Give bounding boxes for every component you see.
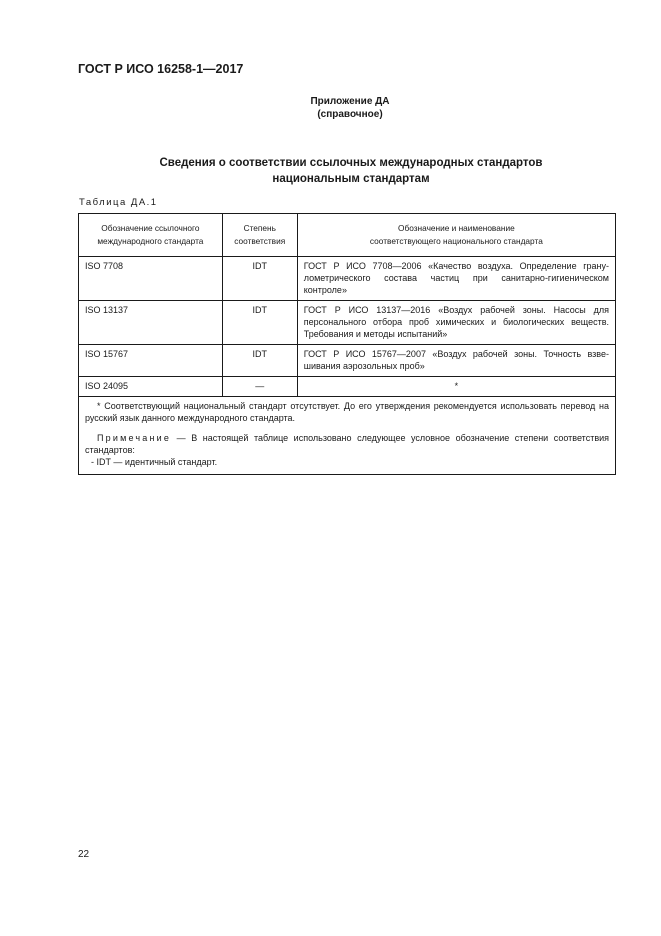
note-text: — В настоящей таблице использовано следующее условное обозначение степени соответствия стандартов: — [85, 433, 609, 455]
table-row — [79, 257, 616, 301]
annex-subtitle: (справочное) — [317, 109, 383, 120]
header-line: соответствующего национального стандарта — [369, 236, 543, 246]
cell-degree: IDT — [222, 345, 297, 377]
cell-national-standard: ГОСТ Р ИСО 7708—2006 «Качество воздуха. Определение гранулометрического состава частиц при санитарно-гигиеническом контроле» — [297, 257, 615, 301]
correspondence-table — [78, 213, 616, 475]
cell-international-code: ISO 24095 — [79, 377, 223, 397]
note-label: Примечание — [97, 433, 172, 443]
cell-national-standard: ГОСТ Р ИСО 13137—2016 «Воздух рабочей зоны. Насосы для персонального отбора проб химических и биологических веществ. Требования и методы испытаний» — [297, 301, 615, 345]
section-title-line-1: Сведения о соответствии ссылочных международных стандартов — [159, 157, 543, 169]
footnote: * Соответствующий национальный стандарт отсутствует. До его утверждения рекомендуется использовать перевод на русский язык данного международного стандарта. — [85, 401, 609, 423]
cell-international-code: ISO 13137 — [79, 301, 223, 345]
cell-international-code: ISO 7708 — [79, 257, 223, 301]
cell-national-standard: ГОСТ Р ИСО 15767—2007 «Воздух рабочей зоны. Точность взвешивания аэрозольных проб» — [297, 345, 615, 377]
table-caption: Таблица ДА.1 — [79, 197, 158, 208]
header-national-standard — [297, 214, 615, 257]
header-line: международного стандарта — [97, 236, 204, 246]
section-title — [40, 155, 661, 187]
header-international-standard — [79, 214, 223, 257]
annex-title: Приложение ДА — [310, 96, 390, 107]
table-header-row — [79, 214, 616, 257]
cell-degree: IDT — [222, 301, 297, 345]
cell-national-standard: * — [297, 377, 615, 397]
header-line: Обозначение и наименование — [398, 223, 515, 233]
table-notes-row — [79, 397, 616, 475]
cell-international-code: ISO 15767 — [79, 345, 223, 377]
table-row — [79, 377, 616, 397]
cell-degree: IDT — [222, 257, 297, 301]
page-number: 22 — [78, 849, 90, 860]
header-line: Степень — [243, 223, 276, 233]
note-list-item: - IDT — идентичный стандарт. — [91, 457, 218, 467]
header-line: соответствия — [234, 236, 286, 246]
section-title-line-2: национальным стандартам — [272, 173, 430, 185]
table-row — [79, 345, 616, 377]
note — [85, 432, 609, 456]
cell-degree: — — [222, 377, 297, 397]
header-degree — [222, 214, 297, 257]
header-line: Обозначение ссылочного — [101, 223, 200, 233]
table-notes — [79, 397, 616, 475]
table-row — [79, 301, 616, 345]
document-header: ГОСТ Р ИСО 16258-1—2017 — [78, 62, 244, 76]
